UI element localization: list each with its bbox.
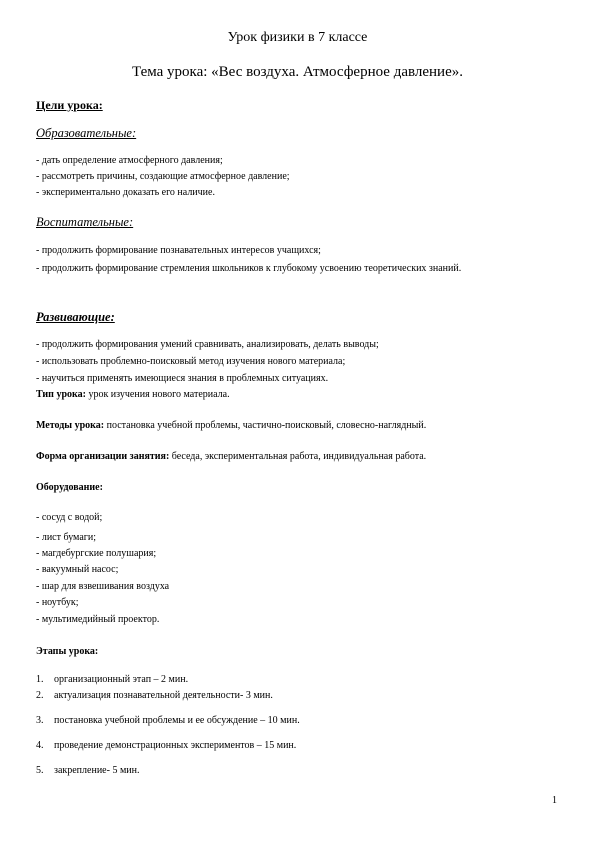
goals-heading: Цели урока: bbox=[36, 98, 103, 112]
educational-item: - дать определение атмосферного давления; bbox=[36, 155, 223, 166]
upbringing-heading: Воспитательные: bbox=[36, 215, 134, 229]
methods-label: Методы урока: bbox=[36, 420, 105, 431]
stage-item bbox=[36, 715, 300, 726]
stage-number: 5. bbox=[36, 765, 44, 776]
lesson-type bbox=[36, 389, 230, 400]
lesson-type-value: урок изучения нового материала. bbox=[85, 389, 230, 400]
stage-text: организационный этап – 2 мин. bbox=[54, 674, 189, 685]
upbringing-item: - продолжить формирование стремления школьников к глубокому усвоению теоретических знаний. bbox=[36, 263, 462, 274]
equipment-item: - сосуд с водой; bbox=[36, 512, 103, 523]
equipment-item: - магдебургские полушария; bbox=[36, 548, 157, 559]
developing-item: - использовать проблемно-поисковый метод изучения нового материала; bbox=[36, 356, 346, 367]
stage-number: 4. bbox=[36, 740, 44, 751]
educational-heading: Образовательные: bbox=[36, 126, 137, 140]
equipment-heading: Оборудование: bbox=[36, 482, 103, 493]
stage-text: закрепление- 5 мин. bbox=[54, 765, 140, 776]
stage-text: постановка учебной проблемы и ее обсуждение – 10 мин. bbox=[54, 715, 300, 726]
lesson-form bbox=[36, 451, 426, 462]
educational-item: - экспериментально доказать его наличие. bbox=[36, 187, 215, 198]
equipment-item: - мультимедийный проектор. bbox=[36, 614, 160, 625]
lesson-methods bbox=[36, 420, 426, 431]
developing-heading: Развивающие: bbox=[36, 310, 115, 324]
stage-number: 3. bbox=[36, 715, 44, 726]
form-value: беседа, экспериментальная работа, индивидуальная работа. bbox=[169, 451, 427, 462]
upbringing-item: - продолжить формирование познавательных интересов учащихся; bbox=[36, 245, 321, 256]
lesson-title: Урок физики в 7 классе bbox=[227, 30, 368, 45]
equipment-item: - ноутбук; bbox=[36, 597, 79, 608]
methods-value: постановка учебной проблемы, частично-поисковый, словесно-наглядный. bbox=[104, 420, 427, 431]
lesson-topic: Тема урока: «Вес воздуха. Атмосферное давление». bbox=[132, 64, 463, 80]
form-label: Форма организации занятия: bbox=[36, 451, 170, 462]
stage-item bbox=[36, 690, 273, 701]
equipment-item: - вакуумный насос; bbox=[36, 564, 119, 575]
developing-item: - продолжить формирования умений сравнивать, анализировать, делать выводы; bbox=[36, 339, 379, 350]
stages-heading: Этапы урока: bbox=[36, 646, 99, 657]
stage-item bbox=[36, 674, 188, 685]
stage-number: 2. bbox=[36, 690, 44, 701]
stage-text: проведение демонстрационных экспериментов – 15 мин. bbox=[54, 740, 297, 751]
stage-number: 1. bbox=[36, 674, 44, 685]
equipment-item: - лист бумаги; bbox=[36, 532, 96, 543]
equipment-item: - шар для взвешивания воздуха bbox=[36, 581, 170, 592]
educational-item: - рассмотреть причины, создающие атмосферное давление; bbox=[36, 171, 290, 182]
stage-item bbox=[36, 765, 139, 776]
page-number: 1 bbox=[552, 795, 557, 806]
stage-item bbox=[36, 740, 296, 751]
stage-text: актуализация познавательной деятельности- 3 мин. bbox=[54, 690, 273, 701]
developing-item: - научиться применять имеющиеся знания в проблемных ситуациях. bbox=[36, 373, 329, 384]
lesson-type-label: Тип урока: bbox=[36, 389, 86, 400]
